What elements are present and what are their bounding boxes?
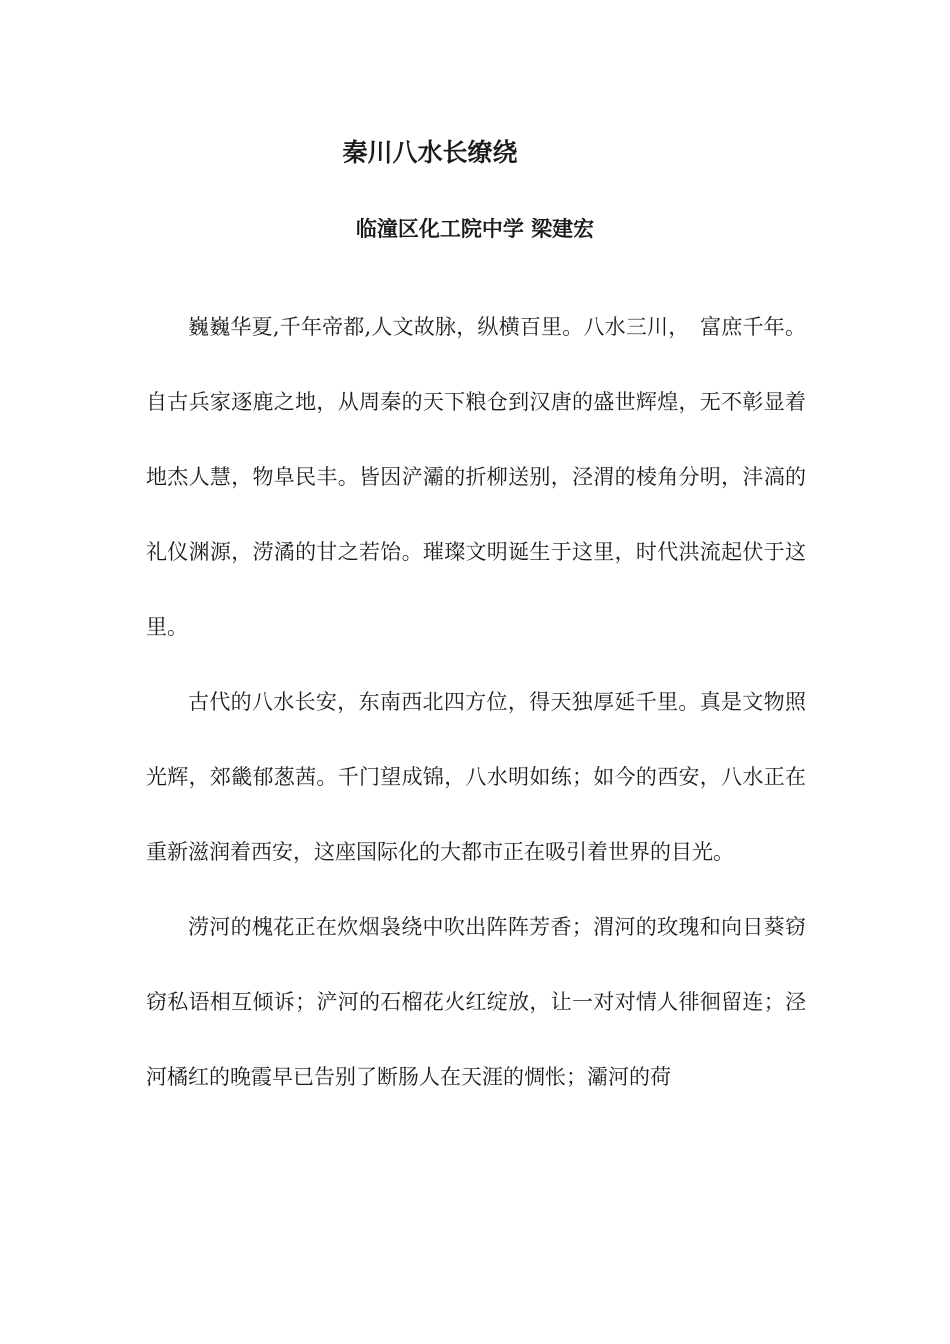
- paragraph-1: 巍巍华夏,千年帝都,人文故脉，纵横百里。八水三川， 富庶千年。自古兵家逐鹿之地，从周秦的天下粮仓到汉唐的盛世辉煌，无不彰显着地杰人慧，物阜民丰。皆因浐灞的折柳送别，泾渭的棱角分明，沣滈的礼仪渊源，涝潏的甘之若饴。璀璨文明诞生于这里，时代洪流起伏于这里。: [146, 315, 806, 639]
- paragraph-3: 涝河的槐花正在炊烟袅绕中吹出阵阵芳香；渭河的玫瑰和向日葵窃窃私语相互倾诉；浐河的石榴花火红绽放，让一对对情人徘徊留连；泾河橘红的晚霞早已告别了断肠人在天涯的惆怅；灞河的荷: [146, 915, 806, 1089]
- paragraph-2: 古代的八水长安，东南西北四方位，得天独厚延千里。真是文物照光辉，郊畿郁葱茜。千门望成锦，八水明如练；如今的西安，八水正在重新滋润着西安，这座国际化的大都市正在吸引着世界的目光。: [146, 690, 806, 864]
- document-body: [146, 290, 806, 1115]
- document-author: 临潼区化工院中学 梁建宏: [355, 217, 595, 241]
- document-title: 秦川八水长缭绕: [342, 138, 518, 167]
